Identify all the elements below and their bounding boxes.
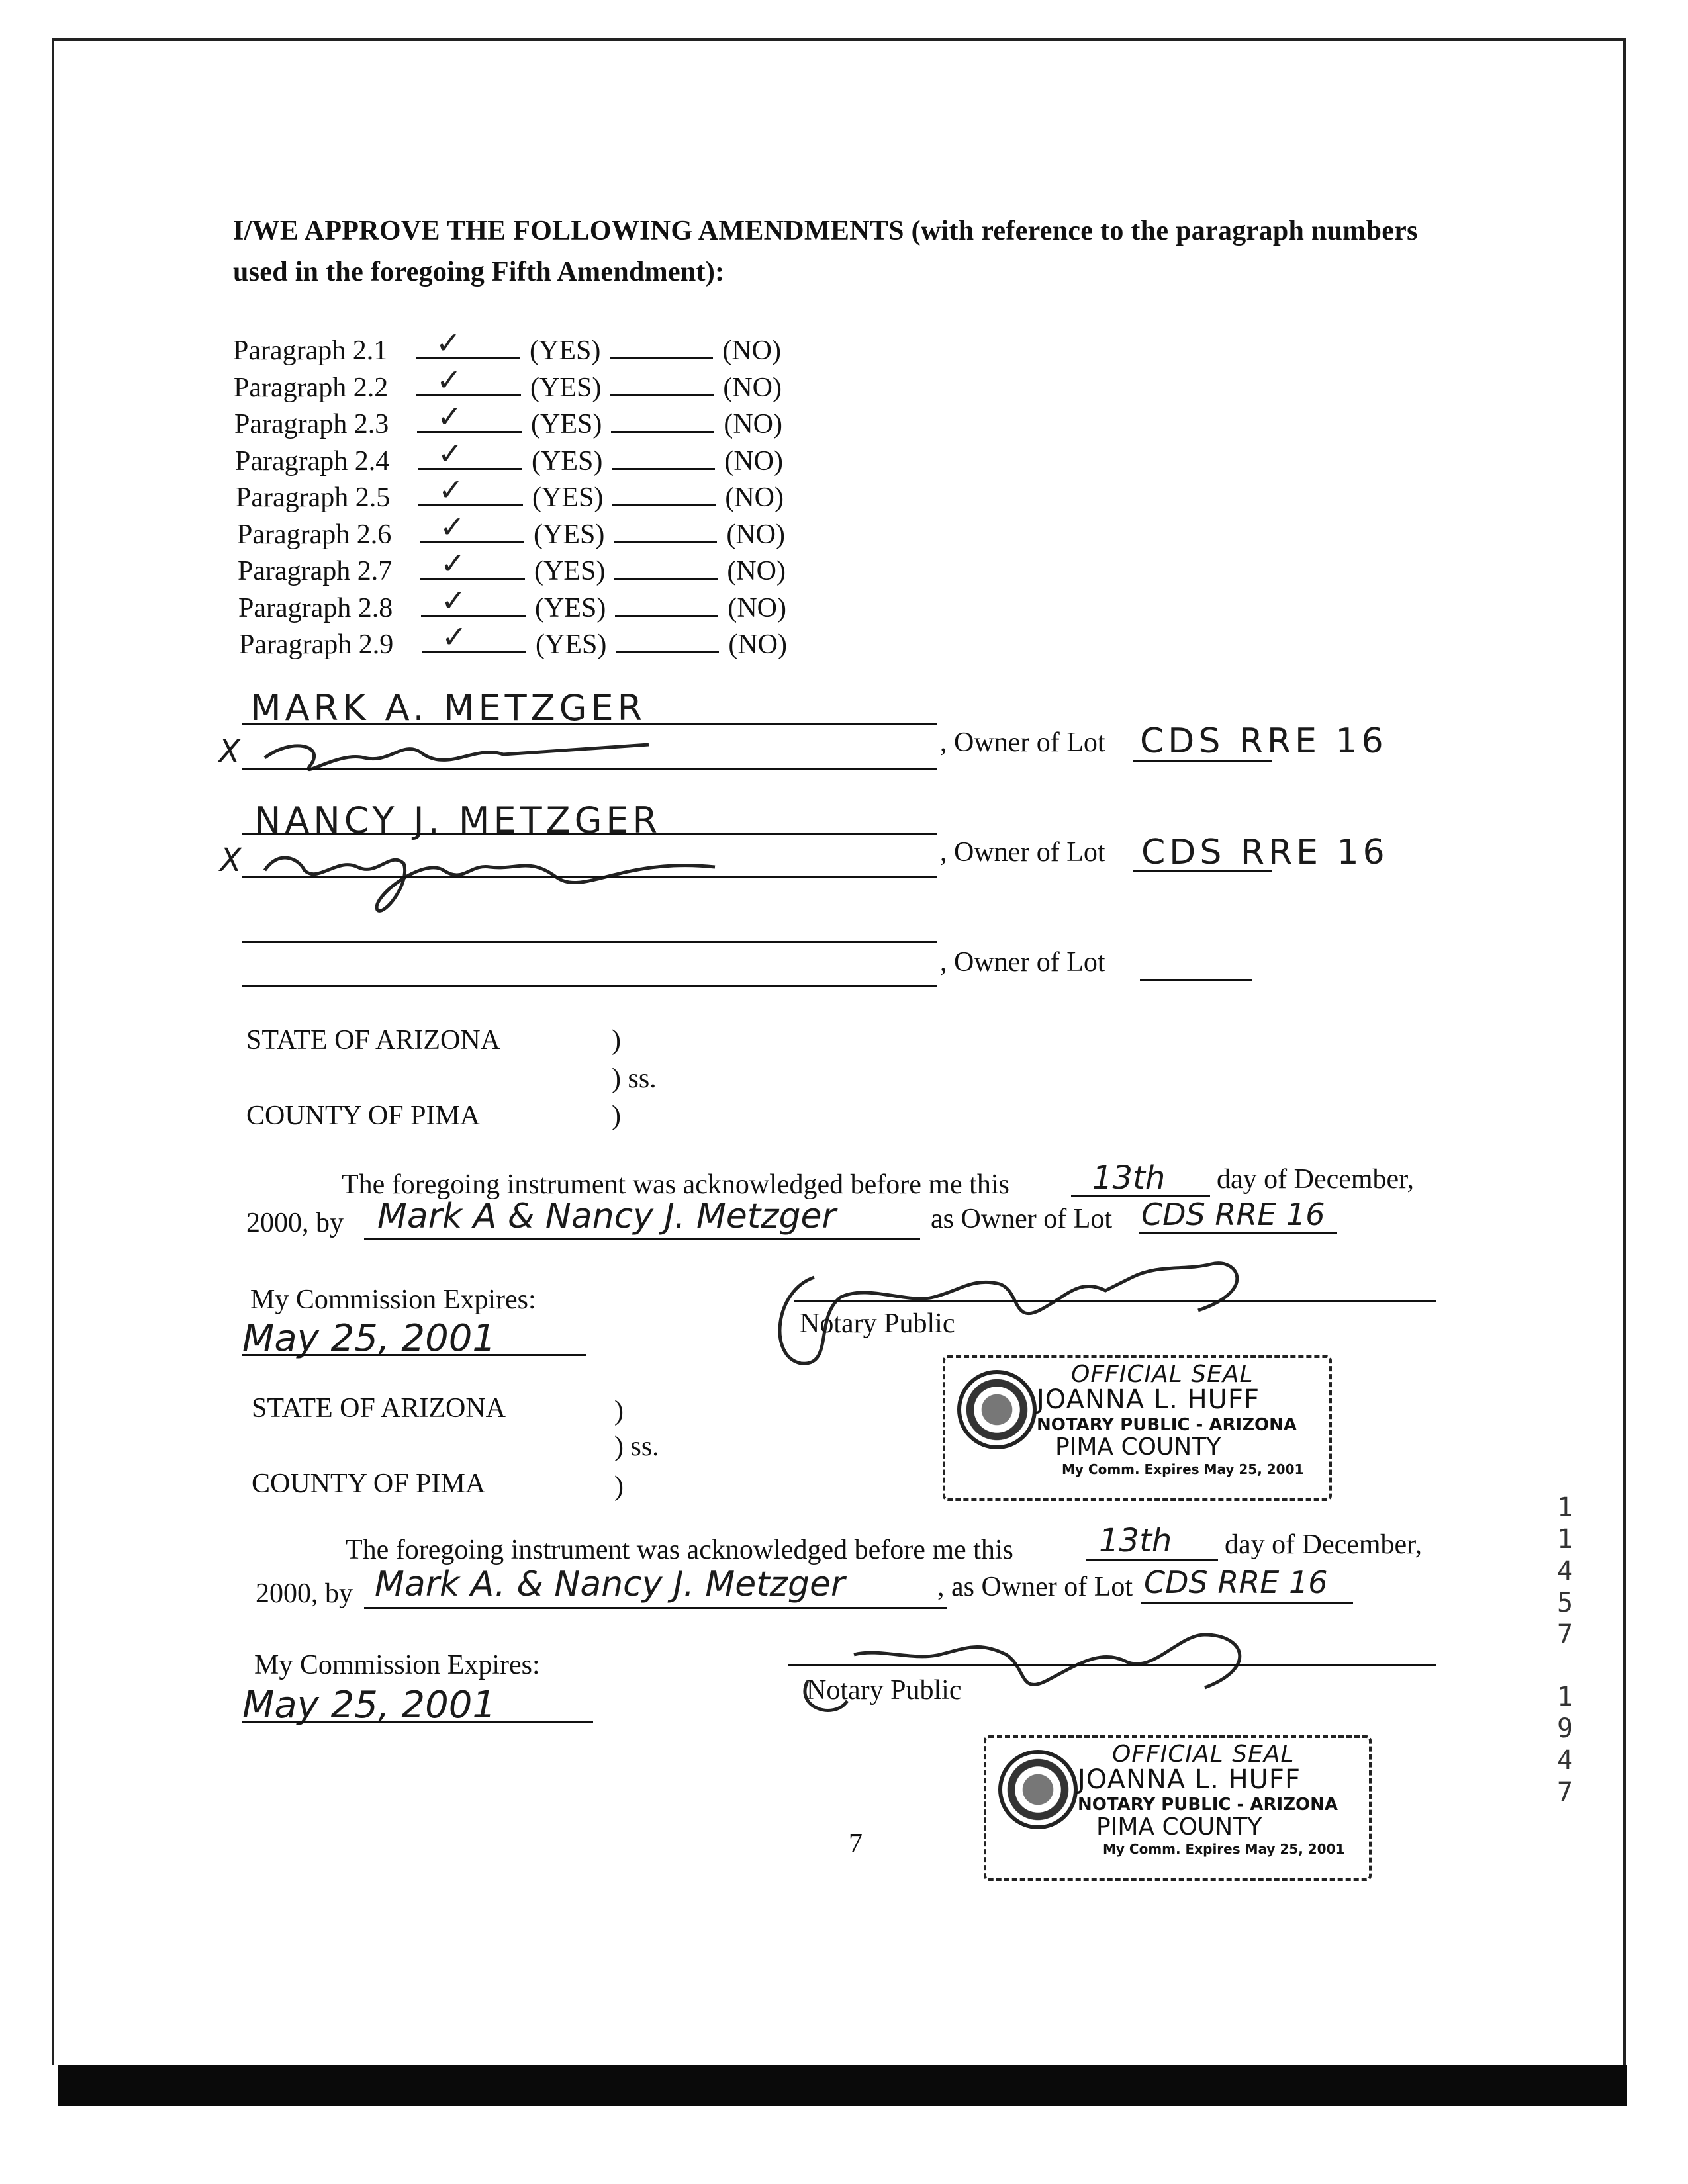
no-blank: [612, 439, 715, 470]
no-label: (NO): [722, 336, 781, 366]
notary-2-ss: ) ss.: [614, 1432, 659, 1462]
notary-1-by-name: Mark A & Nancy J. Metzger: [377, 1197, 836, 1236]
owner-1-printed-name: MARK A. METZGER: [250, 687, 647, 729]
seal-2-line-3: NOTARY PUBLIC - ARIZONA: [1078, 1795, 1338, 1815]
owner-1-lot-line: [1133, 760, 1272, 762]
no-blank: [611, 402, 714, 433]
notary-2-paren-2: ): [614, 1471, 624, 1502]
owner-1-x-mark: X: [218, 733, 240, 770]
no-blank: [615, 586, 718, 617]
no-label: (NO): [724, 446, 783, 477]
owner-1-owner-of-lot-label: , Owner of Lot: [940, 727, 1105, 758]
owner-2-printed-name: NANCY J. METZGER: [254, 799, 662, 841]
no-label: (NO): [727, 593, 786, 623]
yes-blank: [416, 362, 521, 398]
side-stamp-digit: 4: [1556, 1556, 1573, 1586]
no-label: (NO): [725, 482, 784, 513]
paragraph-row: [238, 582, 786, 623]
notary-2-lot-line: [1141, 1602, 1353, 1604]
notary-2-as-owner: , as Owner of Lot: [937, 1572, 1133, 1602]
owner-1-signature: [252, 725, 662, 784]
owner-3-signature-line: [242, 985, 937, 987]
yes-label: (YES): [532, 482, 604, 513]
yes-label: (YES): [530, 336, 601, 366]
yes-label: (YES): [536, 629, 607, 660]
no-blank: [612, 475, 716, 506]
seal-1-line-5: My Comm. Expires May 25, 2001: [1062, 1461, 1304, 1477]
paragraph-row: [234, 398, 782, 439]
page-number: 7: [849, 1829, 863, 1859]
side-stamp-digit: 1: [1556, 1492, 1573, 1523]
checkmark-icon: ✓: [438, 435, 463, 471]
yes-blank: [418, 435, 522, 471]
side-stamp-digit: 7: [1556, 1619, 1573, 1650]
checkmark-icon: ✓: [442, 619, 467, 655]
checkmark-icon: ✓: [438, 472, 464, 508]
paragraph-label: Paragraph 2.7: [238, 556, 393, 586]
no-blank: [614, 549, 718, 580]
notary-2-by-name: Mark A. & Nancy J. Metzger: [375, 1565, 845, 1604]
notary-2-state: STATE OF ARIZONA: [252, 1393, 506, 1424]
checkmark-icon: ✓: [437, 398, 463, 434]
notary-1-notary-label: Notary Public: [800, 1308, 955, 1339]
notary-1-signature-line: [794, 1300, 1436, 1302]
no-label: (NO): [728, 629, 787, 660]
notary-1-paren-2: ): [612, 1101, 621, 1131]
notary-2-commission-date: May 25, 2001: [242, 1684, 496, 1727]
yes-label: (YES): [530, 373, 602, 403]
no-blank: [616, 622, 719, 653]
no-label: (NO): [726, 520, 785, 550]
side-stamp-digit: 5: [1556, 1588, 1573, 1618]
notary-1-state: STATE OF ARIZONA: [246, 1025, 500, 1056]
yes-blank: [417, 398, 522, 434]
owner-3-owner-of-lot-label: , Owner of Lot: [940, 947, 1105, 978]
notary-2-county: COUNTY OF PIMA: [252, 1469, 486, 1499]
owner-2-x-mark: X: [220, 842, 242, 879]
seal-1-line-1: OFFICIAL SEAL: [1071, 1361, 1254, 1388]
yes-label: (YES): [534, 556, 606, 586]
notary-1-commission-date: May 25, 2001: [242, 1317, 496, 1360]
owner-2-signature: [252, 831, 755, 930]
notary-2-lot: CDS RRE 16: [1144, 1565, 1328, 1600]
side-stamp-number-lower: [1552, 1681, 1578, 1808]
yes-blank: [420, 545, 525, 581]
owner-3-lot-line: [1140, 979, 1252, 981]
notary-1-county: COUNTY OF PIMA: [246, 1101, 481, 1131]
yes-blank: [421, 582, 526, 618]
notary-2-day-line: [1086, 1559, 1218, 1561]
yes-label: (YES): [534, 520, 605, 550]
notary-1-official-seal: [943, 1355, 1332, 1501]
no-blank: [614, 512, 717, 543]
paragraph-row: [234, 362, 782, 403]
seal-2-line-4: PIMA COUNTY: [1096, 1813, 1262, 1841]
owner-3-name-line: [242, 941, 937, 943]
owner-2-lot: CDS RRE 16: [1141, 833, 1389, 872]
notary-2-commission-label: My Commission Expires:: [254, 1650, 540, 1680]
paragraph-row: [237, 509, 785, 550]
notary-1-commission-line: [242, 1354, 586, 1356]
owner-1-signature-line: [242, 768, 937, 770]
notary-2-signature: [781, 1608, 1284, 1727]
yes-blank: [420, 509, 524, 545]
side-stamp-digit: 7: [1556, 1777, 1573, 1807]
notary-seal-emblem-icon: [998, 1750, 1078, 1829]
seal-1-line-2: JOANNA L. HUFF: [1037, 1385, 1260, 1415]
yes-blank: [416, 325, 520, 361]
notary-1-lot: CDS RRE 16: [1141, 1197, 1325, 1232]
notary-1-commission-label: My Commission Expires:: [250, 1285, 536, 1315]
notary-1-paren-1: ): [612, 1025, 621, 1056]
seal-2-line-5: My Comm. Expires May 25, 2001: [1103, 1841, 1345, 1857]
notary-1-lot-line: [1139, 1232, 1337, 1234]
notary-2-year-by: 2000, by: [256, 1578, 353, 1609]
side-stamp-digit: 1: [1556, 1682, 1573, 1712]
seal-1-line-3: NOTARY PUBLIC - ARIZONA: [1037, 1415, 1297, 1435]
yes-blank: [422, 619, 526, 655]
owner-2-lot-line: [1133, 870, 1272, 872]
side-stamp-digit: 4: [1556, 1745, 1573, 1776]
page-border-top: [52, 38, 1626, 41]
seal-1-line-4: PIMA COUNTY: [1055, 1433, 1221, 1461]
notary-1-ack-pre: The foregoing instrument was acknowledged before me this: [342, 1169, 1009, 1200]
notary-2-commission-line: [242, 1721, 593, 1723]
no-blank: [610, 365, 714, 396]
no-label: (NO): [724, 409, 782, 439]
notary-1-ack-post: day of December,: [1217, 1164, 1414, 1195]
notary-1-day: 13th: [1092, 1160, 1166, 1197]
notary-1-ss: ) ss.: [612, 1064, 657, 1094]
owner-2-signature-line: [242, 876, 937, 878]
no-label: (NO): [723, 373, 782, 403]
no-label: (NO): [727, 556, 786, 586]
paragraph-row: [235, 435, 783, 477]
notary-2-ack-post: day of December,: [1225, 1529, 1422, 1560]
yes-label: (YES): [535, 593, 606, 623]
paragraph-label: Paragraph 2.9: [239, 629, 394, 660]
paragraph-row: [239, 619, 787, 660]
notary-2-signature-line: [788, 1664, 1436, 1666]
page-border-bottom: [58, 2065, 1627, 2106]
notary-2-official-seal: [984, 1735, 1372, 1881]
paragraph-row: [233, 325, 781, 366]
checkmark-icon: ✓: [436, 362, 462, 398]
paragraph-label: Paragraph 2.2: [234, 373, 389, 403]
notary-1-as-owner: as Owner of Lot: [931, 1204, 1113, 1234]
page-border-right: [1623, 38, 1626, 2065]
yes-label: (YES): [532, 446, 603, 477]
side-stamp-digit: 1: [1556, 1524, 1573, 1555]
checkmark-icon: ✓: [440, 545, 466, 581]
yes-label: (YES): [531, 409, 602, 439]
notary-2-notary-label: Notary Public: [806, 1675, 962, 1706]
seal-2-line-2: JOANNA L. HUFF: [1078, 1764, 1301, 1795]
notary-2-paren-1: ): [614, 1396, 624, 1426]
paragraph-label: Paragraph 2.6: [237, 520, 392, 550]
paragraph-row: [236, 472, 784, 513]
no-blank: [610, 328, 713, 359]
checkmark-icon: ✓: [441, 582, 467, 618]
paragraph-label: Paragraph 2.5: [236, 482, 391, 513]
paragraph-label: Paragraph 2.8: [238, 593, 393, 623]
checkmark-icon: ✓: [440, 509, 465, 545]
owner-2-owner-of-lot-label: , Owner of Lot: [940, 837, 1105, 868]
owner-1-lot: CDS RRE 16: [1140, 721, 1387, 761]
notary-2-day: 13th: [1099, 1522, 1172, 1559]
approval-heading: I/WE APPROVE THE FOLLOWING AMENDMENTS (with reference to the paragraph numbers used in the foregoing Fifth Amendment):: [233, 216, 1418, 287]
paragraph-label: Paragraph 2.3: [234, 409, 389, 439]
paragraph-label: Paragraph 2.1: [233, 336, 388, 366]
notary-1-year-by: 2000, by: [246, 1208, 344, 1238]
yes-blank: [418, 472, 523, 508]
side-stamp-digit: 9: [1556, 1713, 1573, 1744]
notary-seal-emblem-icon: [957, 1370, 1037, 1449]
paragraph-row: [238, 545, 786, 586]
checkmark-icon: ✓: [436, 325, 461, 361]
paragraph-label: Paragraph 2.4: [235, 446, 390, 477]
side-stamp-number-upper: [1552, 1492, 1578, 1651]
seal-2-line-1: OFFICIAL SEAL: [1112, 1741, 1295, 1768]
notary-2-ack-pre: The foregoing instrument was acknowledged before me this: [346, 1535, 1013, 1565]
page-border-left: [52, 38, 54, 2065]
